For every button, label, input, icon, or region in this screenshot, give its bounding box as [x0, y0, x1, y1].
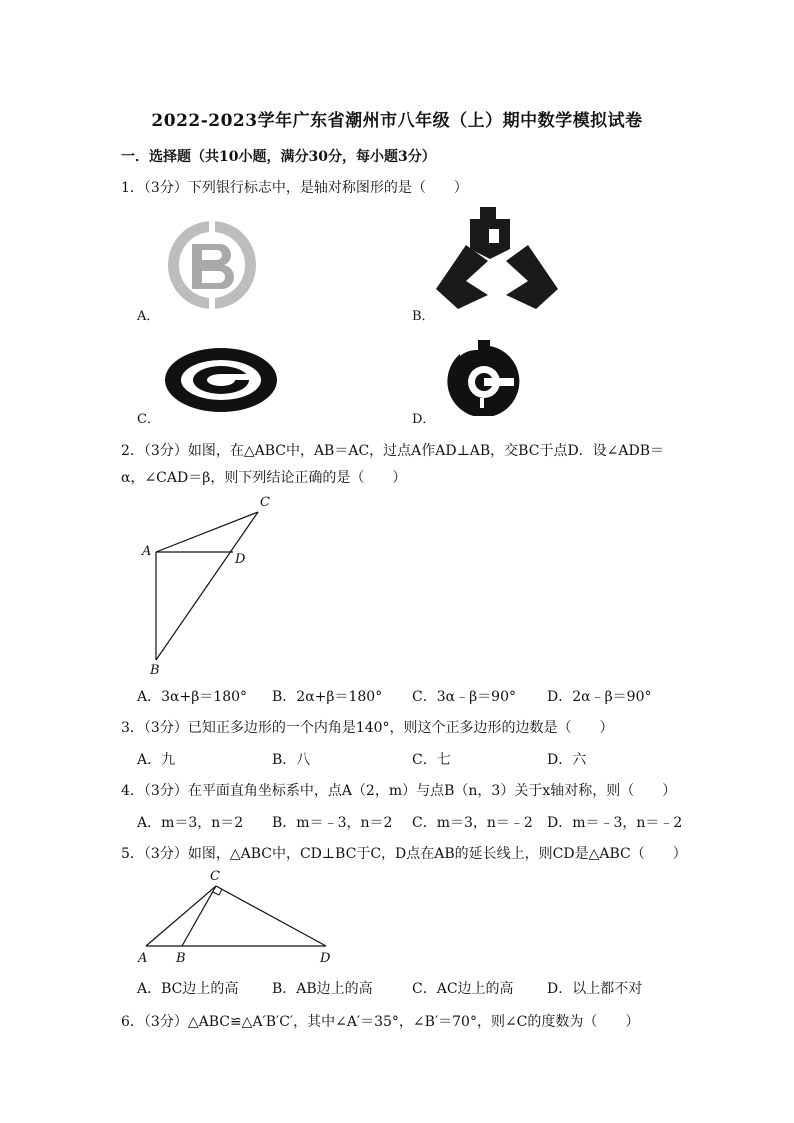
c-shape-logo-icon	[440, 336, 526, 416]
question-5-text: 5．（3分）如图，△ABC中，CD⊥BC于C，D点在AB的延长线上，则CD是△ABC（ ）	[121, 846, 687, 862]
q5-label-c: C	[210, 869, 220, 884]
q2-option-c: C．3α﹣β＝90°	[412, 689, 516, 705]
q2-option-d: D．2α﹣β＝90°	[547, 689, 652, 705]
question-2-text-line2: α，∠CAD＝β，则下列结论正确的是（ ）	[121, 470, 407, 486]
q2-label-d: D	[235, 552, 246, 567]
q3-option-a: A．九	[137, 752, 176, 768]
q1-option-c-label: C．	[137, 412, 160, 427]
q3-option-b: B．八	[272, 752, 311, 768]
q5-option-b: B．AB边上的高	[272, 981, 373, 997]
q1-option-a-label: A．	[137, 309, 160, 324]
q5-option-c: C．AC边上的高	[412, 981, 514, 997]
question-2-triangle-figure	[136, 492, 286, 678]
q2-option-a: A．3α+β＝180°	[137, 689, 248, 705]
q1-option-b-label: B．	[412, 309, 435, 324]
q3-option-c: C．七	[412, 752, 451, 768]
circle-b-logo-icon	[162, 218, 262, 312]
question-1-text: 1．（3分）下列银行标志中，是轴对称图形的是（ ）	[121, 180, 468, 196]
q2-option-b: B．2α+β＝180°	[272, 689, 383, 705]
q5-label-b: B	[176, 951, 186, 966]
question-6-text: 6．（3分）△ABC≌△A′B′C′，其中∠A′＝35°，∠B′＝70°，则∠C的度数为（ ）	[121, 1014, 640, 1030]
question-3-text: 3．（3分）已知正多边形的一个内角是140°，则这个正多边形的边数是（ ）	[121, 720, 614, 736]
exam-title: 2022-2023学年广东省潮州市八年级（上）期中数学模拟试卷	[151, 111, 643, 131]
spiral-g-logo-icon	[163, 346, 279, 414]
q2-label-c: C	[260, 495, 270, 510]
triangle-bank-logo-icon	[432, 205, 562, 313]
section-heading: 一．选择题（共10小题，满分30分，每小题3分）	[121, 149, 436, 165]
q4-option-d: D．m＝﹣3，n＝﹣2	[547, 815, 683, 831]
question-4-text: 4．（3分）在平面直角坐标系中，点A（2，m）与点B（n，3）关于x轴对称，则（ ）	[121, 783, 677, 799]
q5-option-d: D．以上都不对	[547, 981, 643, 997]
q5-option-a: A．BC边上的高	[137, 981, 239, 997]
q4-option-a: A．m＝3，n＝2	[137, 815, 244, 831]
q4-option-c: C．m＝3，n＝﹣2	[412, 815, 533, 831]
question-2-text-line1: 2．（3分）如图，在△ABC中，AB＝AC，过点A作AD⊥AB，交BC于点D．设∠ADB＝	[121, 443, 665, 459]
q3-option-d: D．六	[547, 752, 587, 768]
q2-label-b: B	[150, 663, 160, 678]
q1-option-d-label: D．	[412, 412, 436, 427]
q5-label-a: A	[138, 951, 148, 966]
q4-option-b: B．m＝﹣3，n＝2	[272, 815, 393, 831]
question-5-triangle-figure	[134, 866, 344, 966]
q5-label-d: D	[320, 951, 331, 966]
q2-label-a: A	[142, 544, 152, 559]
